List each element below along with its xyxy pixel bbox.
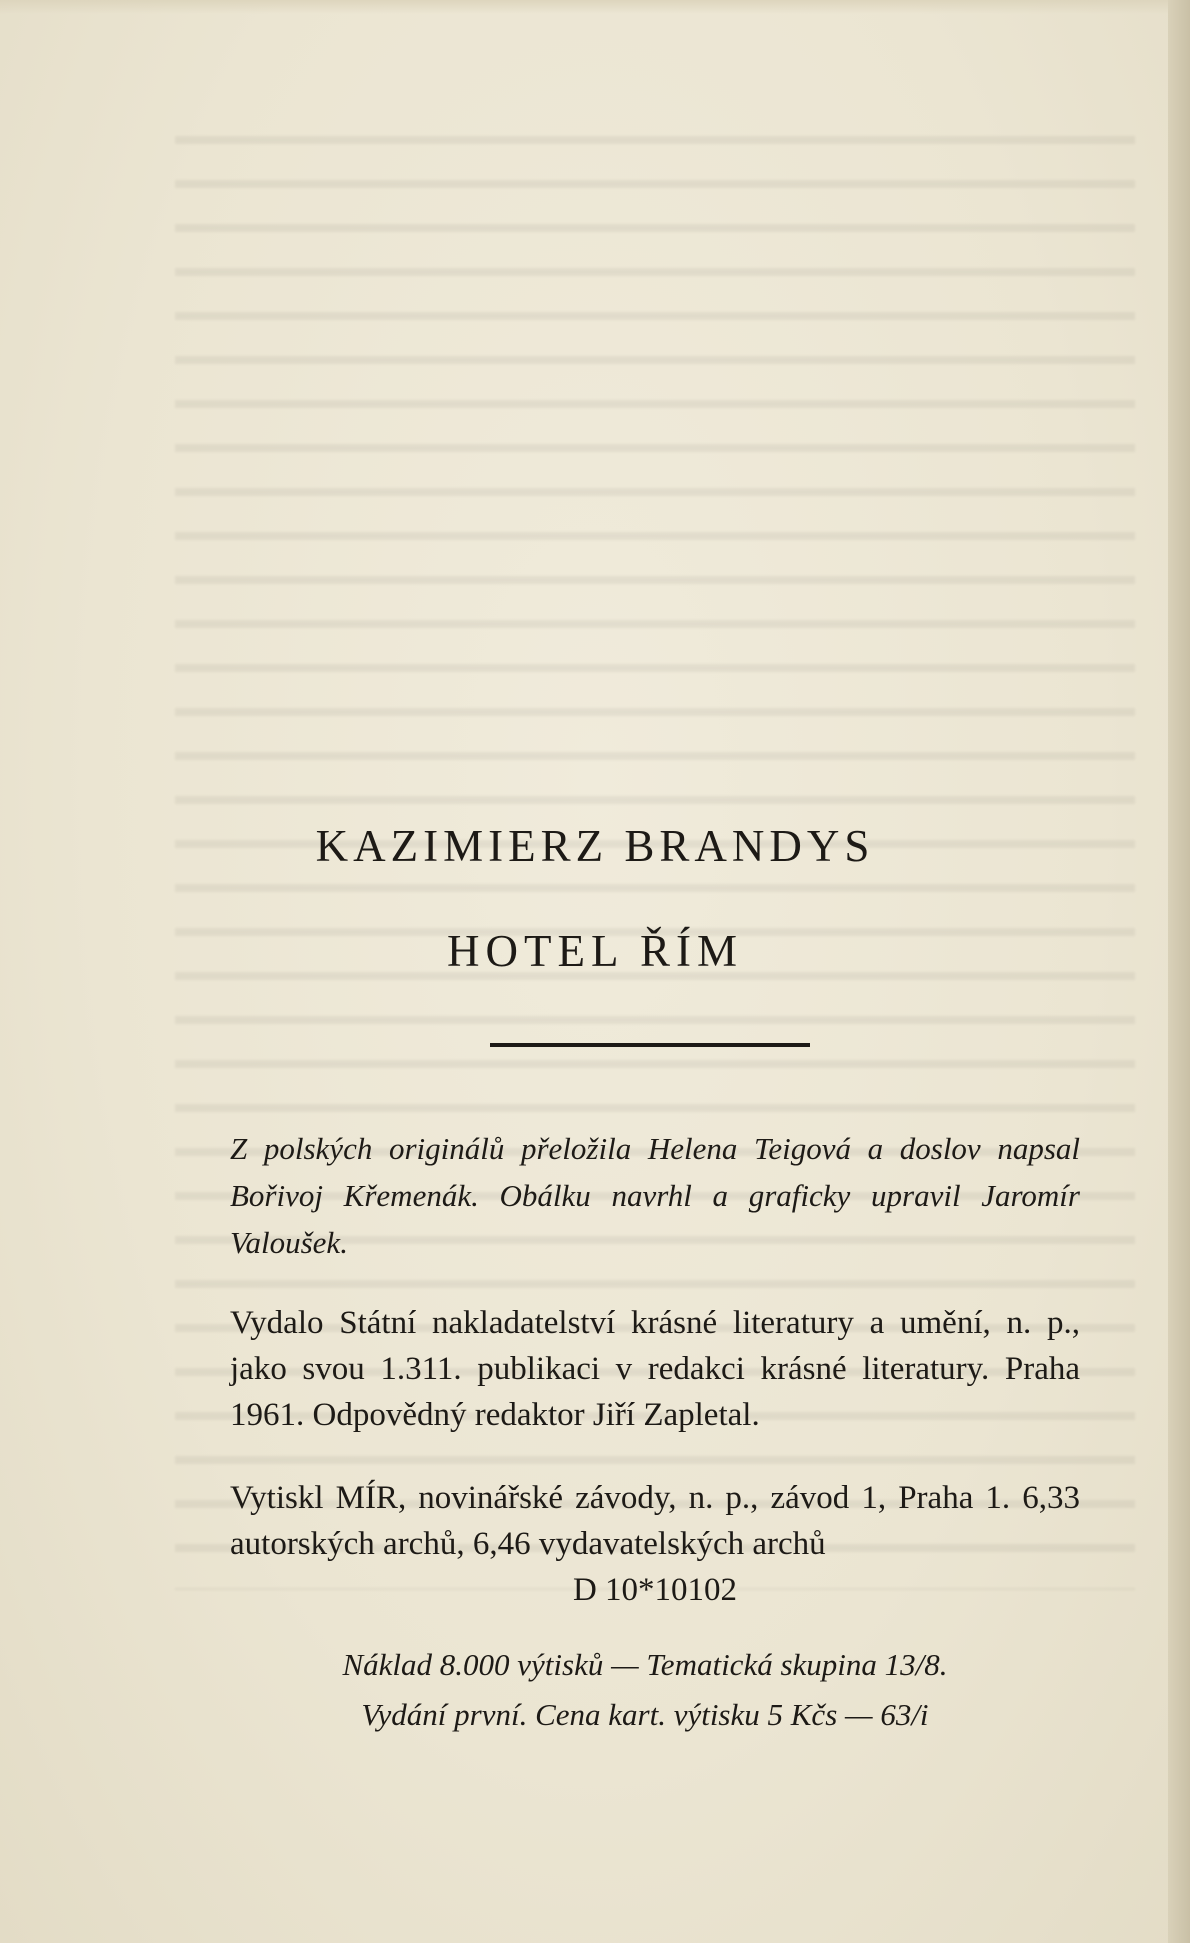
price-line: Vydání první. Cena kart. výtisku 5 Kčs — 63/i	[361, 1697, 929, 1732]
print-run-line: Náklad 8.000 výtisků — Tematická skupina 13/8.	[342, 1647, 948, 1682]
page-top-edge	[0, 0, 1190, 14]
printer-info: Vytiskl MÍR, novinářské závody, n. p., závod 1, Praha 1. 6,33 autorských archů, 6,46 vydavatelských archů	[230, 1480, 1080, 1562]
author-name: KAZIMIERZ BRANDYS	[315, 821, 875, 871]
catalog-code: D 10*10102	[572, 1572, 738, 1608]
publisher-info: Vydalo Státní nakladatelství krásné literatury a umění, n. p., jako svou 1.311. publikaci v redakci krásné literatury. Praha 1961. Odpovědný redaktor Jiří Zapletal.	[230, 1305, 1080, 1433]
edition-info	[215, 1640, 1075, 1740]
translation-credits: Z polských originálů přeložila Helena Teigová a doslov napsal Bořivoj Křemenák. Obálku navrhl a graficky upravil Jaromír Valoušek.	[230, 1131, 1080, 1260]
title-divider	[490, 1043, 810, 1047]
book-title: HOTEL ŘÍM	[446, 926, 744, 976]
